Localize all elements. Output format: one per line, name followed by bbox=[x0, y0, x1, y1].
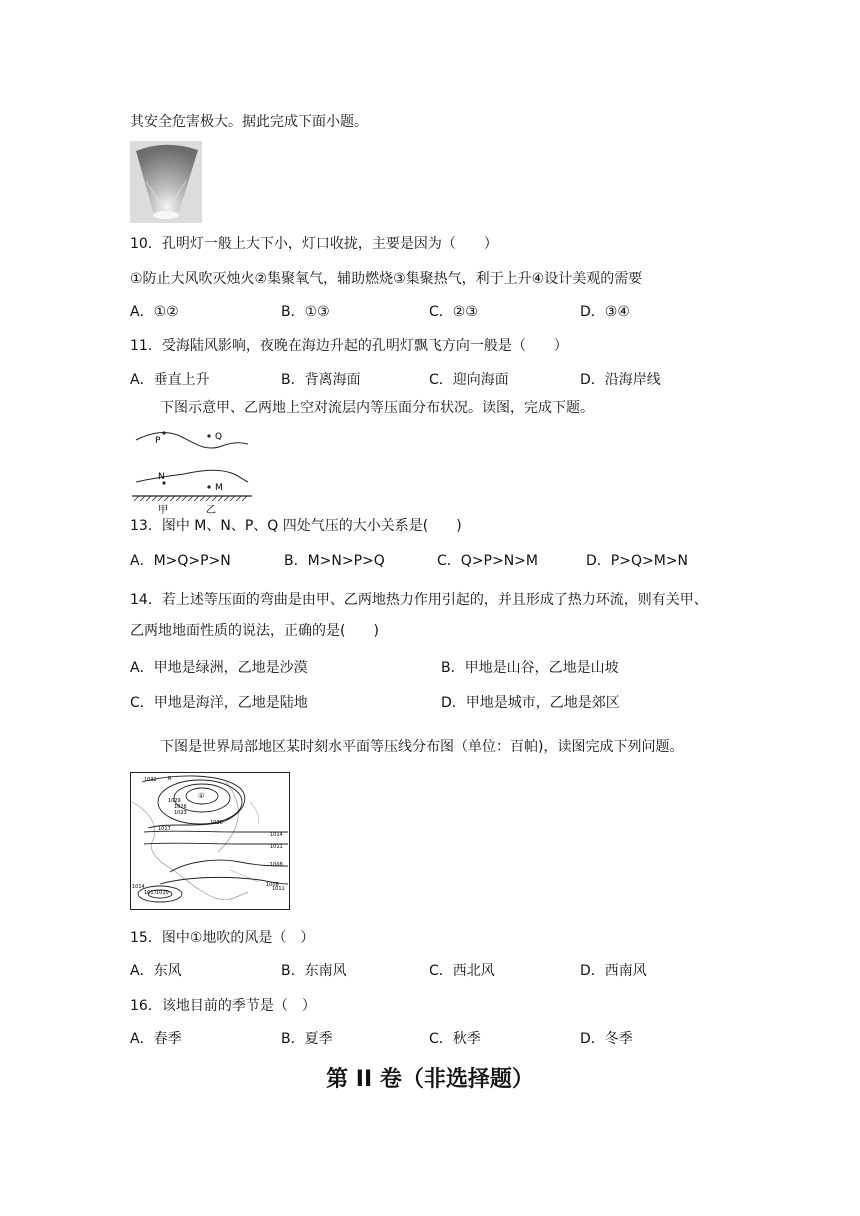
label-m: M bbox=[215, 483, 223, 493]
q10-option-d[interactable]: D．③④ bbox=[580, 304, 630, 320]
map-label-1014: 1014 bbox=[270, 832, 283, 838]
q11-stem: 11．受海陆风影响，夜晚在海边升起的孔明灯飘飞方向一般是（ ） bbox=[130, 338, 568, 354]
map-label-1008-b: 1008 bbox=[266, 882, 279, 888]
q13-option-d[interactable]: D．P>Q>M>N bbox=[586, 553, 688, 569]
q13-option-b[interactable]: B．M>N>P>Q bbox=[284, 553, 385, 569]
q10-option-a[interactable]: A．①② bbox=[130, 304, 179, 320]
q15-option-c[interactable]: C．西北风 bbox=[429, 963, 495, 979]
q11-option-d[interactable]: D．沿海岸线 bbox=[580, 372, 661, 388]
map-label-1026: 1026 bbox=[174, 804, 187, 810]
map-label-1023: 1023 bbox=[174, 810, 187, 816]
label-p: P bbox=[155, 436, 161, 446]
q16-option-d[interactable]: D．冬季 bbox=[580, 1031, 633, 1047]
map-label-1017-b: 1017 bbox=[144, 890, 157, 896]
label-jia: 甲 bbox=[158, 505, 168, 516]
q16-stem: 16．该地目前的季节是（ ） bbox=[130, 998, 316, 1014]
q10-statements: ①防止大风吹灭烛火②集聚氧气，辅助燃烧③集聚热气，利于上升④设计美观的需要 bbox=[130, 271, 643, 287]
q16-option-a[interactable]: A．春季 bbox=[130, 1031, 182, 1047]
q15-option-b[interactable]: B．东南风 bbox=[281, 963, 347, 979]
q15-stem: 15．图中①地吹的风是（ ） bbox=[130, 930, 315, 946]
map-label-1029: 1029 bbox=[168, 798, 181, 804]
q14-option-c[interactable]: C．甲地是海洋，乙地是陆地 bbox=[130, 695, 308, 711]
q15-option-a[interactable]: A．东风 bbox=[130, 963, 182, 979]
q10-stem: 10．孔明灯一般上大下小，灯口收拢，主要是因为（ ） bbox=[130, 236, 498, 252]
q13-option-c[interactable]: C．Q>P>N>M bbox=[437, 553, 538, 569]
q11-option-c[interactable]: C．迎向海面 bbox=[429, 372, 509, 388]
map-label-r: R bbox=[168, 776, 172, 782]
q10-option-b[interactable]: B．①③ bbox=[281, 304, 330, 320]
q11-option-a[interactable]: A．垂直上升 bbox=[130, 372, 210, 388]
map-label-site-1: ① bbox=[198, 792, 205, 800]
map-label-1014-b: 1014 bbox=[132, 884, 145, 890]
isobar-map bbox=[130, 772, 290, 910]
q14-stem-line1: 14．若上述等压面的弯曲是由甲、乙两地热力作用引起的，并且形成了热力环流，则有关甲、 bbox=[130, 592, 708, 608]
q15-option-d[interactable]: D．西南风 bbox=[580, 963, 647, 979]
label-n: N bbox=[158, 472, 165, 482]
intro2-text: 下图示意甲、乙两地上空对流层内等压面分布状况。读图，完成下题。 bbox=[160, 400, 594, 416]
q14-option-a[interactable]: A．甲地是绿洲，乙地是沙漠 bbox=[130, 660, 308, 676]
label-yi: 乙 bbox=[206, 505, 216, 516]
map-label-1017: 1017 bbox=[158, 826, 171, 832]
map-label-1020-b: 1020 bbox=[156, 890, 169, 896]
map-label-1011-b: 1011 bbox=[272, 886, 285, 892]
q13-stem: 13．图中 M、N、P、Q 四处气压的大小关系是( ) bbox=[130, 518, 462, 534]
q16-option-b[interactable]: B．夏季 bbox=[281, 1031, 333, 1047]
intro3-text: 下图是世界局部地区某时刻水平面等压线分布图（单位：百帕)，读图完成下列问题。 bbox=[160, 739, 684, 755]
q11-option-b[interactable]: B．背离海面 bbox=[281, 372, 361, 388]
q14-option-d[interactable]: D．甲地是城市，乙地是郊区 bbox=[441, 695, 620, 711]
map-label-1011: 1011 bbox=[270, 844, 283, 850]
q14-option-b[interactable]: B．甲地是山谷，乙地是山坡 bbox=[441, 660, 619, 676]
section-title: 第 II 卷（非选择题） bbox=[326, 1067, 534, 1092]
map-label-1032: 1032 bbox=[144, 777, 157, 783]
q10-option-c[interactable]: C．②③ bbox=[429, 304, 478, 320]
sky-lantern-icon bbox=[130, 141, 202, 223]
sky-lantern-image bbox=[130, 141, 202, 223]
intro-text: 其安全危害极大。据此完成下面小题。 bbox=[130, 114, 368, 130]
label-q: Q bbox=[215, 432, 223, 442]
q14-stem-line2: 乙两地地面性质的说法，正确的是( ) bbox=[130, 623, 379, 639]
map-label-1008-a: 1008 bbox=[270, 862, 283, 868]
map-label-1020: 1020 bbox=[210, 820, 223, 826]
q13-option-a[interactable]: A．M>Q>P>N bbox=[130, 553, 231, 569]
isobaric-surface-diagram bbox=[130, 424, 254, 516]
q16-option-c[interactable]: C．秋季 bbox=[429, 1031, 481, 1047]
